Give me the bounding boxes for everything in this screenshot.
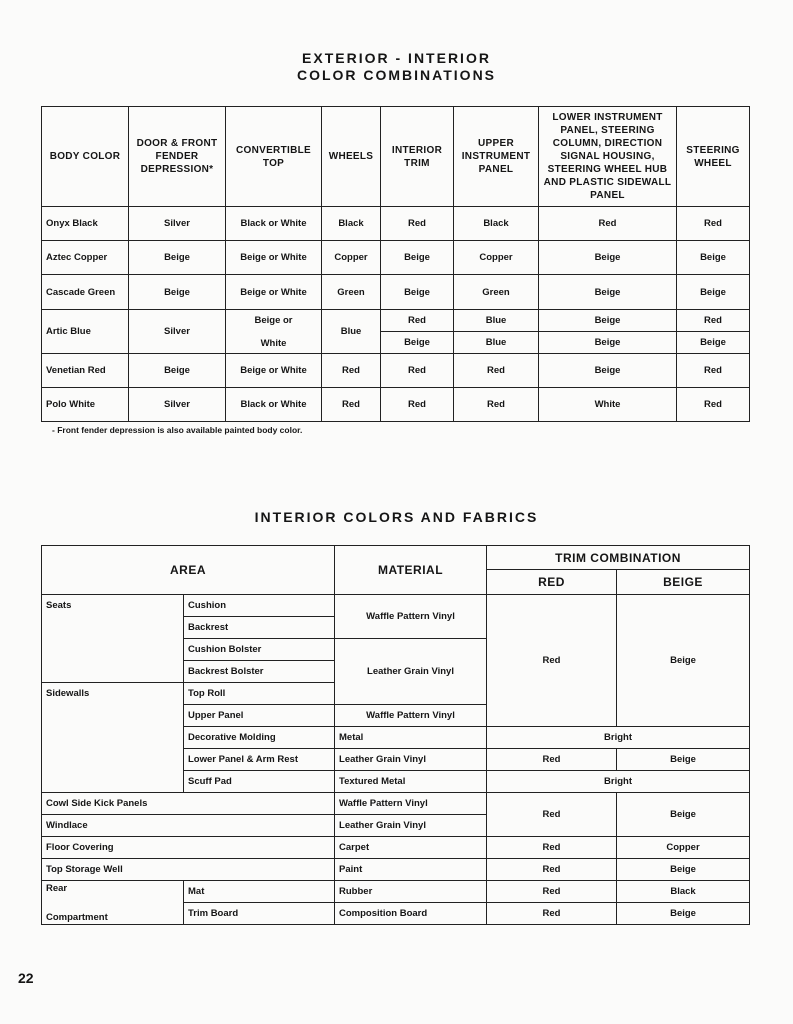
- table-cell: Beige: [539, 241, 677, 275]
- table-cell: Beige or White: [226, 241, 322, 275]
- footnote: - Front fender depression is also available painted body color.: [52, 425, 303, 435]
- table-cell: Black: [454, 207, 539, 241]
- table-cell: Red: [381, 354, 454, 388]
- table-row: Trim Board Composition Board Red Beige: [42, 903, 750, 925]
- table-cell: Red: [677, 388, 750, 422]
- table-cell: Blue: [454, 332, 539, 354]
- table-cell: Beige: [539, 275, 677, 310]
- table-cell: Beige: [129, 275, 226, 310]
- table-cell: Silver: [129, 388, 226, 422]
- table-cell: Black or White: [226, 207, 322, 241]
- table-cell: Red: [677, 207, 750, 241]
- table-cell: Beige: [381, 332, 454, 354]
- table-cell: Beige: [677, 332, 750, 354]
- table-cell: Beige: [129, 354, 226, 388]
- table-row: [42, 241, 750, 275]
- table-cell: Red: [677, 354, 750, 388]
- table-row: Upper Panel Waffle Pattern Vinyl: [42, 705, 750, 727]
- table-cell: Red: [454, 388, 539, 422]
- color-combinations-table: [41, 106, 750, 422]
- table-cell: Aztec Copper: [42, 241, 129, 275]
- table-row: Seats Cushion Waffle Pattern Vinyl Red Beige: [42, 595, 750, 617]
- table-row: Cowl Side Kick Panels Waffle Pattern Vinyl Red Beige: [42, 793, 750, 815]
- table-cell: Beige: [539, 332, 677, 354]
- interior-colors-table: AREA MATERIAL TRIM COMBINATION RED BEIGE Seats Cushion Waffle Pattern Vinyl Red Beige Backrest Cushion Bolster Leather Grain Vinyl Backrest Bolster Sidewalls Top Roll Upper Panel Waffle Pattern Vinyl Decorative Molding Metal Bright Lower Panel & Arm Rest Leather Grain Vinyl Red Beige Scuff Pad Textured Metal Bright Cowl Side Kick Panels Waffle Pattern Vinyl Red Beige Windlace Leather Grain Vinyl Floor Covering Carpet Red Copper Top Storage Well Paint Red Beige Rear Compartment Mat Rubber Red Black Trim Board Composition Board Red Beige: [41, 545, 750, 925]
- table-cell: Copper: [454, 241, 539, 275]
- table-cell: Beige or White: [226, 275, 322, 310]
- table-cell: Red: [381, 310, 454, 332]
- table-row: Windlace Leather Grain Vinyl: [42, 815, 750, 837]
- table-row: Floor Covering Carpet Red Copper: [42, 837, 750, 859]
- table-row: [42, 310, 750, 332]
- page-number: 22: [18, 970, 34, 986]
- table-cell: Beige: [539, 354, 677, 388]
- table-cell: Blue: [322, 310, 381, 354]
- table-cell: Beige: [381, 241, 454, 275]
- table-cell: Black or White: [226, 388, 322, 422]
- table-row: [42, 388, 750, 422]
- table-cell: Venetian Red: [42, 354, 129, 388]
- table-row: [42, 207, 750, 241]
- table-cell: Silver: [129, 207, 226, 241]
- table-cell: Red: [322, 388, 381, 422]
- table-row: Backrest Bolster: [42, 661, 750, 683]
- table-cell: Beige or White: [226, 310, 322, 354]
- table-cell: Red: [677, 310, 750, 332]
- table-header-row: BODY COLOR DOOR & FRONT FENDER DEPRESSION* CONVERTIBLE TOP WHEELS INTERIOR TRIM UPPER INSTRUMENT PANEL LOWER INSTRUMENT PANEL, STEERING COLUMN, DIRECTION SIGNAL HOUSING, STEERING WHEEL HUB AND PLASTIC SIDEWALL PANEL STEERING WHEEL: [42, 107, 750, 207]
- table-cell: Beige: [677, 241, 750, 275]
- table-row: [42, 354, 750, 388]
- table-cell: Beige: [539, 310, 677, 332]
- table-cell: Artic Blue: [42, 310, 129, 354]
- table-cell: Blue: [454, 310, 539, 332]
- table-cell: White: [539, 388, 677, 422]
- table-header-row: AREA MATERIAL TRIM COMBINATION: [42, 546, 750, 570]
- table-cell: Red: [454, 354, 539, 388]
- table-row: Backrest: [42, 617, 750, 639]
- table-cell: Beige or White: [226, 354, 322, 388]
- table-cell: Red: [381, 388, 454, 422]
- table-cell: Red: [322, 354, 381, 388]
- table-row: Decorative Molding Metal Bright: [42, 727, 750, 749]
- table-cell: Black: [322, 207, 381, 241]
- table-cell: Copper: [322, 241, 381, 275]
- table-cell: Green: [454, 275, 539, 310]
- table-cell: Polo White: [42, 388, 129, 422]
- table-cell: Red: [539, 207, 677, 241]
- table-cell: Beige: [677, 275, 750, 310]
- table-cell: Beige: [381, 275, 454, 310]
- table-row: Scuff Pad Textured Metal Bright: [42, 771, 750, 793]
- title-interior-colors: INTERIOR COLORS AND FABRICS: [254, 509, 539, 525]
- table-cell: Green: [322, 275, 381, 310]
- table-row: Top Storage Well Paint Red Beige: [42, 859, 750, 881]
- table-row: Cushion Bolster Leather Grain Vinyl: [42, 639, 750, 661]
- table-row: Lower Panel & Arm Rest Leather Grain Vinyl Red Beige: [42, 749, 750, 771]
- title-exterior-interior: EXTERIOR - INTERIOR COLOR COMBINATIONS: [296, 50, 497, 83]
- table-cell: Red: [381, 207, 454, 241]
- table-row: Sidewalls Top Roll: [42, 683, 750, 705]
- table-cell: Silver: [129, 310, 226, 354]
- table-row: Rear Compartment Mat Rubber Red Black: [42, 881, 750, 903]
- table-cell: Cascade Green: [42, 275, 129, 310]
- table-cell: Beige: [129, 241, 226, 275]
- table-cell: Onyx Black: [42, 207, 129, 241]
- table-row: [42, 275, 750, 310]
